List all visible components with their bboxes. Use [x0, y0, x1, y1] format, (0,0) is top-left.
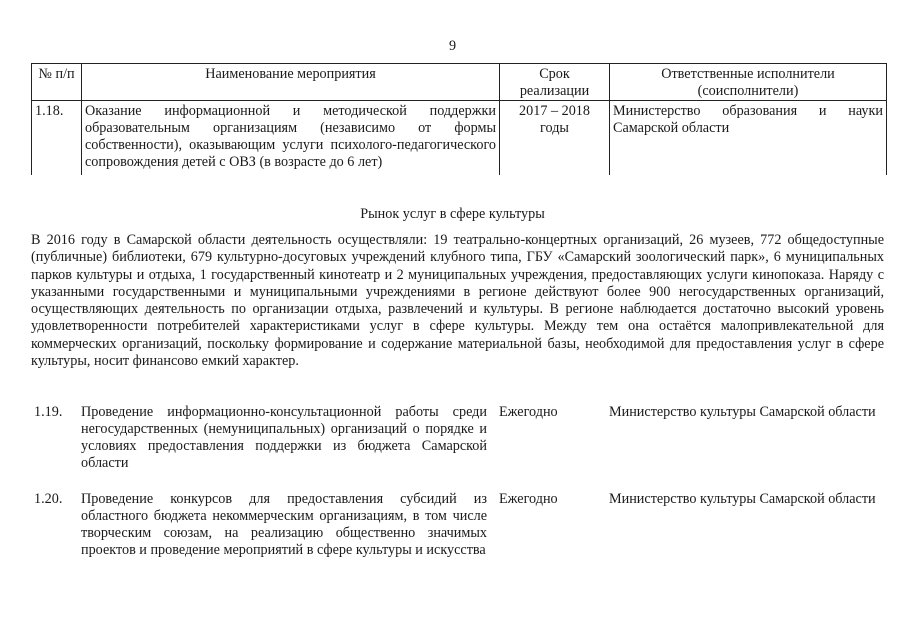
item-responsible: Министерство культуры Самарской области	[609, 491, 876, 507]
row-term: 2017 – 2018 годы	[500, 101, 610, 176]
item-responsible: Министерство культуры Самарской области	[609, 404, 876, 420]
page-number: 9	[448, 38, 457, 54]
row-name: Оказание информационной и методической поддержки образовательным организациям (независимо от формы собственности), оказывающим услуги психолого-педагогического сопровождения детей с ОВЗ (в возрасте до 6 лет)	[82, 101, 500, 176]
item-term: Ежегодно	[499, 404, 558, 420]
header-name: Наименование мероприятия	[82, 64, 500, 101]
section-paragraph: В 2016 году в Самарской области деятельность осуществляли: 19 театрально-концертных организаций, 26 музеев, 772 общедоступные (публичные) библиотеки, 679 культурно-досуговых учреждений клубного типа, ГБУ «Самарский зоологический парк», 6 муниципальных парков культуры и отдыха, 1 государственный кинотеатр и 2 муниципальных учреждения, предоставляющих услуги кинопоказа. Наряду с указанными государственными и муниципальными учреждениями в регионе действуют более 900 негосударственных организаций, осуществляющих деятельность по организации отдыха, развлечений и культуры. В регионе наблюдается достаточно высокий уровень удовлетворенности потребителей характеристиками услуг в сфере культуры. Между тем она остаётся малопривлекательной для коммерческих организаций, поскольку формирование и содержание материальной базы, необходимой для предоставления услуг в сфере культуры, носит финансово емкий характер.	[31, 232, 884, 370]
header-term: Срок реализации	[500, 64, 610, 101]
item-name: Проведение конкурсов для предоставления субсидий из областного бюджета некоммерческим организациям, в том числе творческим союзам, на реализацию общественно значимых проектов и проведение мероприятий в сфере культуры и искусства	[81, 491, 487, 558]
measures-table	[31, 63, 887, 175]
item-num: 1.19.	[34, 404, 63, 420]
item-term: Ежегодно	[499, 491, 558, 507]
header-num: № п/п	[32, 64, 82, 101]
item-num: 1.20.	[34, 491, 63, 507]
table-header-row	[32, 64, 887, 101]
header-responsible: Ответственные исполнители (соисполнители)	[610, 64, 887, 101]
row-responsible: Министерство образования и науки Самарской области	[610, 101, 887, 176]
table-row	[32, 101, 887, 176]
item-name: Проведение информационно-консультационной работы среди негосударственных (немуниципальных) организаций о порядке и условиях предоставления поддержки из бюджета Самарской области	[81, 404, 487, 471]
row-num: 1.18.	[32, 101, 82, 176]
section-title: Рынок услуг в сфере культуры	[360, 206, 545, 222]
